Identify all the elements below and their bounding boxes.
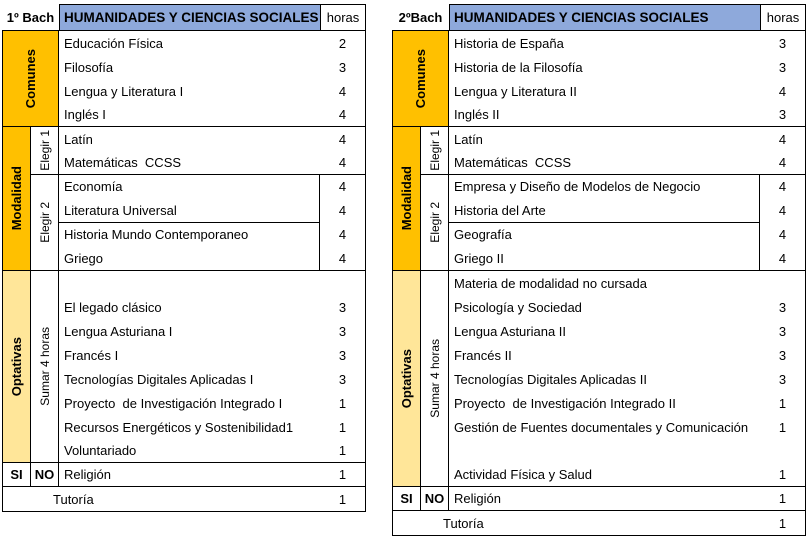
subject-cell: Recursos Energéticos y Sostenibilidad1	[64, 419, 294, 435]
subject-cell: El legado clásico	[64, 299, 162, 315]
hours-cell: 1	[760, 487, 805, 511]
hours-header: horas	[761, 4, 806, 30]
elegir-2-subject-group	[59, 223, 320, 271]
subject-cell: Historia del Arte	[454, 203, 546, 218]
hours-cell: 4	[338, 83, 347, 99]
subject-cell: Proyecto de Investigación Integrado II	[454, 395, 676, 411]
subject-cell: Tutoría	[53, 491, 94, 507]
si-cell: SI	[393, 487, 421, 511]
subject-cell: Inglés I	[59, 103, 320, 127]
elegir-2-subject-group	[449, 175, 760, 223]
subject-cell: Historia de España	[454, 35, 564, 51]
subject-cell: Tecnologías Digitales Aplicadas II	[454, 371, 647, 387]
subject-cell: Geografía	[454, 227, 512, 242]
hours-cell: 3	[760, 103, 805, 127]
bach1-header-row	[2, 4, 366, 30]
bach2-header-row	[392, 4, 806, 30]
hours-cell: 3	[778, 299, 787, 315]
hours-cell: 1	[320, 439, 365, 463]
subject-cell: Francés II	[454, 347, 512, 363]
hours-cell: 3	[338, 347, 347, 363]
elegir-2-label: Elegir 2	[37, 202, 52, 243]
elegir-2-hours-group	[760, 175, 805, 271]
table-title: HUMANIDADES Y CIENCIAS SOCIALES	[449, 4, 761, 30]
bach1-table	[2, 4, 366, 512]
modalidad-section-cell	[3, 127, 31, 271]
sumar-4-horas-cell	[31, 271, 59, 463]
subject-cell: Lengua Asturiana I	[64, 323, 173, 339]
comunes-section-cell	[3, 31, 59, 127]
hours-cell: 1	[760, 463, 805, 487]
table-title: HUMANIDADES Y CIENCIAS SOCIALES	[59, 4, 321, 30]
bach1-table-body	[2, 30, 366, 512]
optativas-section-cell	[393, 271, 421, 487]
hours-cell: 4	[760, 151, 805, 175]
hours-cell: 4	[338, 251, 347, 266]
modalidad-label: Modalidad	[399, 166, 414, 231]
subject-cell: Griego	[64, 251, 104, 266]
subject-cell: Proyecto de Investigación Integrado I	[64, 395, 283, 411]
subject-cell: Economía	[64, 179, 123, 194]
sumar-4-horas-cell	[421, 271, 449, 487]
subject-cell: Lengua Asturiana II	[454, 323, 567, 339]
subject-cell: Lengua y Literatura I	[64, 83, 184, 99]
elegir-1-label: Elegir 1	[427, 130, 442, 171]
subject-cell: Historia Mundo Contemporaneo	[64, 227, 249, 242]
elegir-1-label: Elegir 1	[37, 130, 52, 171]
subject-cell: Tutoría	[443, 515, 484, 531]
hours-cell: 3	[338, 371, 347, 387]
hours-cell: 4	[778, 203, 787, 218]
optativas-label: Optativas	[399, 348, 414, 409]
subject-cell: Gestión de Fuentes documentales y Comunicación	[454, 419, 749, 435]
hours-cell: 3	[778, 347, 787, 363]
hours-cell: 4	[778, 227, 787, 242]
subject-cell: Literatura Universal	[64, 203, 177, 218]
hours-cell: 3	[338, 299, 347, 315]
no-cell: NO	[421, 487, 449, 511]
course-label: 1º Bach	[6, 9, 55, 25]
no-cell: NO	[31, 463, 59, 487]
sumar-4-horas-label: Sumar 4 horas	[37, 327, 52, 406]
optativas-label: Optativas	[9, 336, 24, 397]
subject-cell: Religión	[449, 487, 760, 511]
hours-cell: 4	[778, 251, 787, 266]
elegir-1-cell	[31, 127, 59, 175]
hours-cell: 4	[338, 131, 347, 147]
subject-cell: Empresa y Diseño de Modelos de Negocio	[454, 179, 701, 194]
comunes-section-cell	[393, 31, 449, 127]
hours-cell: 4	[778, 83, 787, 99]
comunes-label: Comunes	[23, 48, 38, 109]
hours-cell: 4	[778, 179, 787, 194]
comunes-label: Comunes	[413, 48, 428, 109]
subject-cell: Inglés II	[449, 103, 760, 127]
subject-cell: Filosofía	[64, 59, 114, 75]
hours-cell: 4	[338, 227, 347, 242]
subject-cell: Religión	[59, 463, 320, 487]
hours-cell: 1	[338, 395, 347, 411]
hours-cell: 4	[778, 131, 787, 147]
hours-header: horas	[321, 4, 366, 30]
si-cell: SI	[3, 463, 31, 487]
elegir-2-cell	[31, 175, 59, 271]
hours-cell: 1	[778, 419, 787, 435]
subject-cell: Psicología y Sociedad	[454, 299, 582, 315]
hours-cell: 2	[338, 35, 347, 51]
hours-cell: 1	[320, 463, 365, 487]
subject-cell: Voluntariado	[59, 439, 320, 463]
elegir-2-subject-group	[449, 223, 760, 271]
subject-cell: Latín	[454, 131, 483, 147]
modalidad-section-cell	[393, 127, 421, 271]
elegir-2-subject-group	[59, 175, 320, 223]
hours-cell	[760, 439, 805, 463]
elegir-1-cell	[421, 127, 449, 175]
bach2-table	[392, 4, 806, 536]
subject-cell: Historia de la Filosofía	[454, 59, 583, 75]
modalidad-label: Modalidad	[9, 166, 24, 231]
elegir-2-label: Elegir 2	[427, 202, 442, 243]
hours-cell: 3	[778, 35, 787, 51]
hours-cell: 1	[338, 419, 347, 435]
course-label: 2ºBach	[398, 9, 443, 25]
subject-cell	[59, 271, 320, 295]
subject-cell: Tecnologías Digitales Aplicadas I	[64, 371, 254, 387]
optativas-section-cell	[3, 271, 31, 463]
hours-cell: 3	[778, 371, 787, 387]
hours-cell	[320, 271, 365, 295]
hours-cell: 3	[338, 59, 347, 75]
hours-cell	[760, 271, 805, 295]
subject-cell: Griego II	[454, 251, 504, 266]
hours-cell: 4	[320, 151, 365, 175]
sumar-4-horas-label: Sumar 4 horas	[427, 339, 442, 418]
hours-cell: 4	[338, 203, 347, 218]
hours-cell: 4	[320, 103, 365, 127]
subject-cell: Lengua y Literatura II	[454, 83, 577, 99]
hours-cell: 3	[778, 323, 787, 339]
hours-cell: 3	[778, 59, 787, 75]
hours-cell: 1	[778, 515, 787, 531]
hours-cell: 4	[338, 179, 347, 194]
hours-cell: 1	[778, 395, 787, 411]
subject-cell	[449, 439, 760, 463]
subject-cell: Latín	[64, 131, 93, 147]
bach2-table-body	[392, 30, 806, 536]
subject-cell: Educación Física	[64, 35, 163, 51]
subject-cell: Actividad Física y Salud	[449, 463, 760, 487]
subject-cell: Francés I	[64, 347, 119, 363]
subject-cell: Matemáticas CCSS	[59, 151, 320, 175]
elegir-2-hours-group	[320, 175, 365, 271]
hours-cell: 1	[338, 491, 347, 507]
subject-cell: Materia de modalidad no cursada	[454, 275, 647, 291]
subject-cell: Matemáticas CCSS	[449, 151, 760, 175]
elegir-2-cell	[421, 175, 449, 271]
hours-cell: 3	[338, 323, 347, 339]
